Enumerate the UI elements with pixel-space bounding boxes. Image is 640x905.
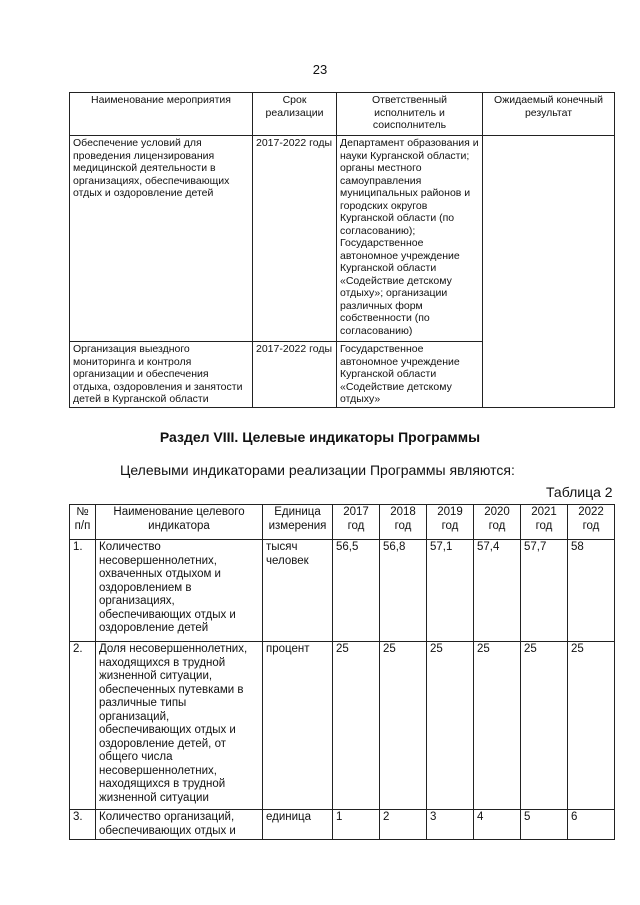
column-header: Срок реализации (253, 93, 337, 136)
indicator-value: 57,4 (474, 540, 521, 642)
indicator-value: 56,5 (333, 540, 380, 642)
row-number: 1. (70, 540, 96, 642)
column-header: Единица измерения (263, 505, 333, 540)
indicator-value: 25 (568, 642, 615, 810)
indicator-value: 25 (521, 642, 568, 810)
indicator-value: 57,7 (521, 540, 568, 642)
event-name: Организация выездного мониторинга и контроля организации и обеспечения отдыха, оздоровления и занятости детей в Курганской области (70, 342, 253, 408)
column-header: 2022 год (568, 505, 615, 540)
table-row (70, 810, 615, 840)
intro-text: Целевыми индикаторами реализации Программы являются: (120, 462, 515, 478)
event-period: 2017-2022 годы (253, 342, 337, 408)
column-header: Наименование целевого индикатора (96, 505, 263, 540)
column-header: 2020 год (474, 505, 521, 540)
indicator-value: 5 (521, 810, 568, 840)
event-result (483, 136, 615, 408)
table-row (70, 642, 615, 810)
table-label: Таблица 2 (546, 484, 613, 500)
column-header: Ожидаемый конечный результат (483, 93, 615, 136)
event-responsible: Государственное автономное учреждение Курганской области «Содействие детскому отдыху» (337, 342, 483, 408)
column-header: 2021 год (521, 505, 568, 540)
column-header: № п/п (70, 505, 96, 540)
indicator-value: 4 (474, 810, 521, 840)
indicator-name: Количество несовершеннолетних, охваченных отдыхом и оздоровлением в организациях, обеспечивающих отдых и оздоровление детей (96, 540, 263, 642)
events-table (69, 92, 615, 408)
indicator-value: 58 (568, 540, 615, 642)
indicator-value: 25 (380, 642, 427, 810)
table-header-row (70, 93, 615, 136)
column-header: 2017 год (333, 505, 380, 540)
event-period: 2017-2022 годы (253, 136, 337, 342)
event-responsible: Департамент образования и науки Курганской области; органы местного самоуправления муниципальных районов и городских округов Курганской области (по согласованию); Государственное автономное учреждение Курганской области «Содействие детскому отдыху»; организации различных форм собственности (по согласованию) (337, 136, 483, 342)
indicator-value: 25 (427, 642, 474, 810)
column-header: Ответственный исполнитель и соисполнитель (337, 93, 483, 136)
column-header: 2018 год (380, 505, 427, 540)
indicator-unit: тысяч человек (263, 540, 333, 642)
column-header: Наименование мероприятия (70, 93, 253, 136)
indicator-name: Количество организаций, обеспечивающих отдых и (96, 810, 263, 840)
section-title: Раздел VIII. Целевые индикаторы Программы (159, 429, 481, 445)
indicators-table (69, 504, 615, 840)
table-header-row (70, 505, 615, 540)
event-name: Обеспечение условий для проведения лицензирования медицинской деятельности в организациях, обеспечивающих отдых и оздоровление детей (70, 136, 253, 342)
indicator-value: 1 (333, 810, 380, 840)
indicator-value: 25 (474, 642, 521, 810)
column-header: 2019 год (427, 505, 474, 540)
indicator-unit: единица (263, 810, 333, 840)
indicator-value: 25 (333, 642, 380, 810)
row-number: 3. (70, 810, 96, 840)
indicator-value: 57,1 (427, 540, 474, 642)
indicator-value: 56,8 (380, 540, 427, 642)
page-number: 23 (312, 62, 328, 77)
indicator-value: 6 (568, 810, 615, 840)
table-row (70, 540, 615, 642)
indicator-name: Доля несовершеннолетних, находящихся в трудной жизненной ситуации, обеспеченных путевками в различные типы организаций, обеспечивающих отдых и оздоровление детей, от общего числа несовершеннолетних, находящихся в трудной жизненной ситуации (96, 642, 263, 810)
indicator-value: 3 (427, 810, 474, 840)
indicator-value: 2 (380, 810, 427, 840)
row-number: 2. (70, 642, 96, 810)
table-row (70, 136, 615, 342)
indicator-unit: процент (263, 642, 333, 810)
